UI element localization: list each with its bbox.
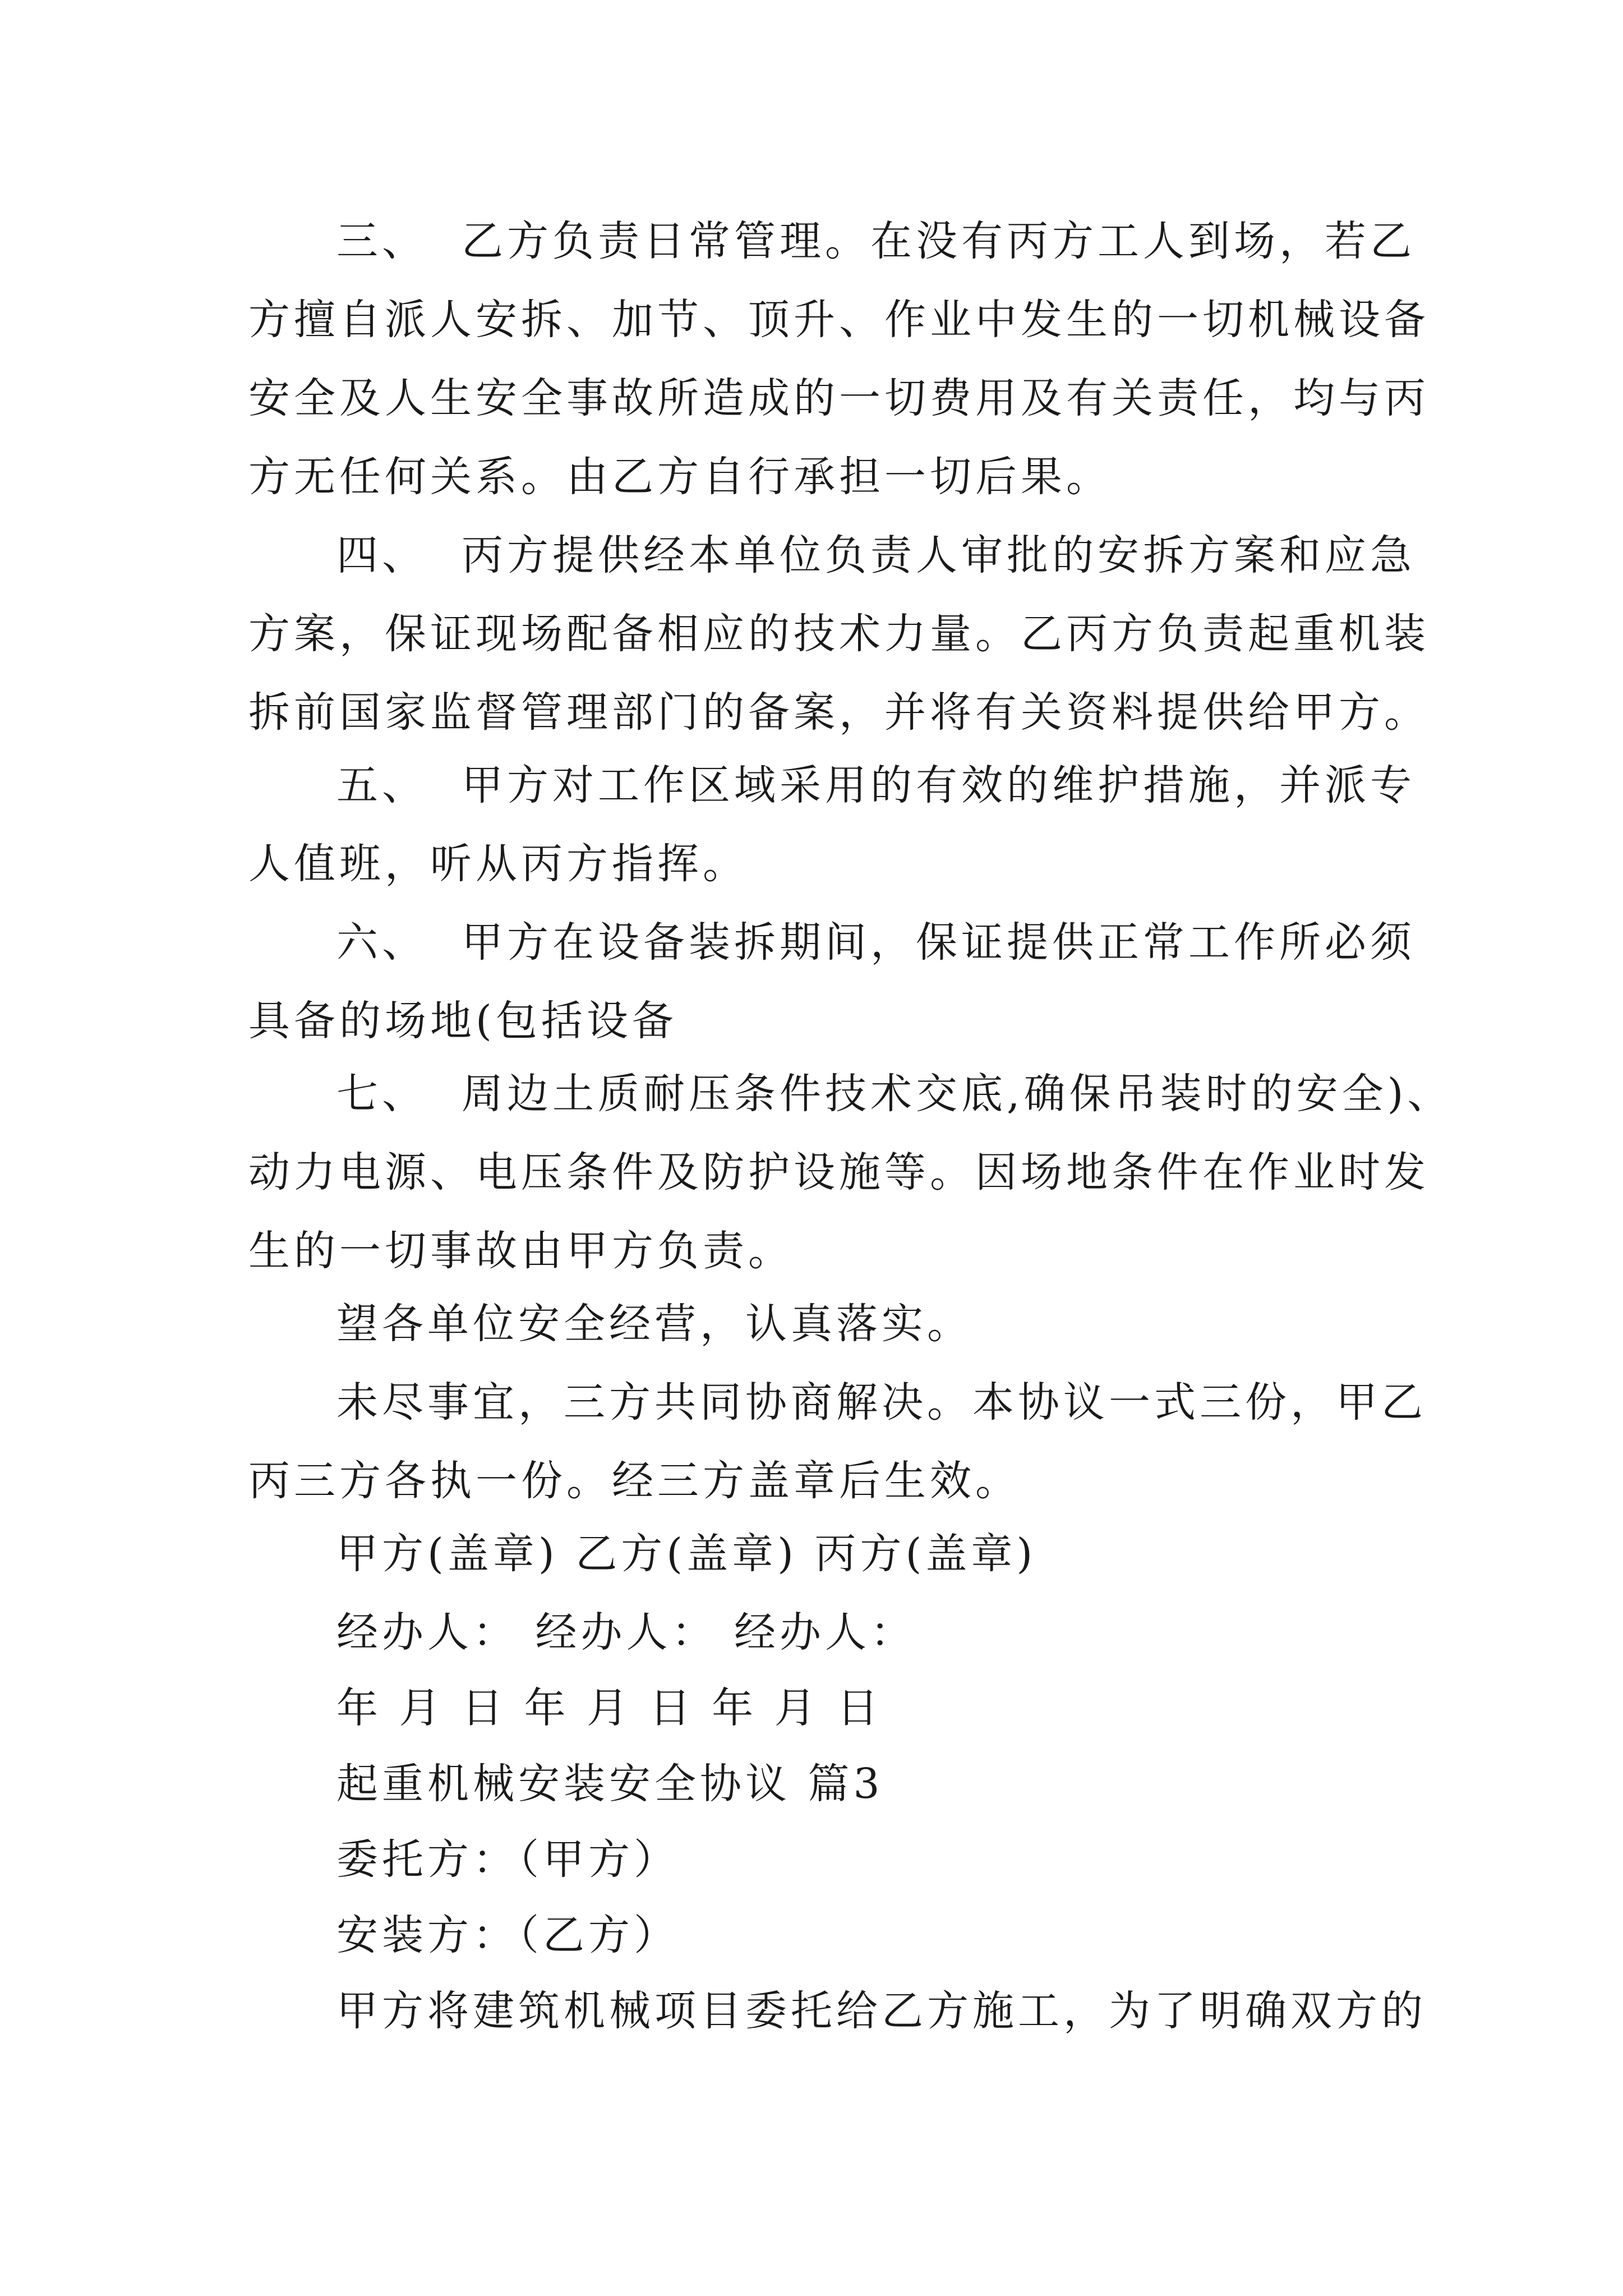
clause-3-line-1: 三、 乙方负责日常管理。在没有丙方工人到场，若乙 <box>336 217 1416 265</box>
clause-6-line-2: 具备的场地(包括设备 <box>248 997 677 1045</box>
supplementary-line-2: 丙三方各执一份。经三方盖章后生效。 <box>248 1457 1021 1505</box>
clause-7-line-3: 生的一切事故由甲方负责。 <box>248 1227 794 1275</box>
section-heading: 起重机械安装安全协议 篇3 <box>336 1760 884 1808</box>
installer-party-line: 安装方：（乙方） <box>336 1911 679 1959</box>
date-row: 年 月 日 年 月 日 年 月 日 <box>336 1684 883 1732</box>
clause-7-line-2: 动力电源、电压条件及防护设施等。因场地条件在作业时发 <box>248 1148 1430 1197</box>
handler-row: 经办人： 经办人： 经办人： <box>336 1608 916 1657</box>
supplementary-line-1: 未尽事宜，三方共同协商解决。本协议一式三份，甲乙 <box>336 1378 1427 1427</box>
seal-row: 甲方(盖章) 乙方(盖章) 丙方(盖章) <box>336 1530 1037 1578</box>
clause-4-line-3: 拆前国家监督管理部门的备案，并将有关资料提供给甲方。 <box>248 688 1430 737</box>
clause-5-line-1: 五、 甲方对工作区域采用的有效的维护措施，并派专 <box>336 761 1416 809</box>
clause-4-line-1: 四、 丙方提供经本单位负责人审批的安拆方案和应急 <box>336 531 1416 579</box>
client-party-line: 委托方：（甲方） <box>336 1835 679 1884</box>
clause-3-line-4: 方无任何关系。由乙方自行承担一切后果。 <box>248 453 1112 501</box>
clause-3-line-2: 方擅自派人安拆、加节、顶升、作业中发生的一切机械设备 <box>248 296 1430 344</box>
clause-7-line-1: 七、 周边土质耐压条件技术交底,确保吊装时的安全)、 <box>336 1070 1453 1118</box>
clause-5-line-2: 人值班，听从丙方指挥。 <box>248 840 748 888</box>
intro-paragraph-line-1: 甲方将建筑机械项目委托给乙方施工，为了明确双方的 <box>336 1987 1427 2035</box>
clause-4-line-2: 方案，保证现场配备相应的技术力量。乙丙方负责起重机装 <box>248 610 1430 658</box>
clause-3-line-3: 安全及人生安全事故所造成的一切费用及有关责任，均与丙 <box>248 374 1430 422</box>
closing-remark: 望各单位安全经营，认真落实。 <box>336 1300 972 1348</box>
clause-6-line-1: 六、 甲方在设备装拆期间，保证提供正常工作所必须 <box>336 918 1416 967</box>
